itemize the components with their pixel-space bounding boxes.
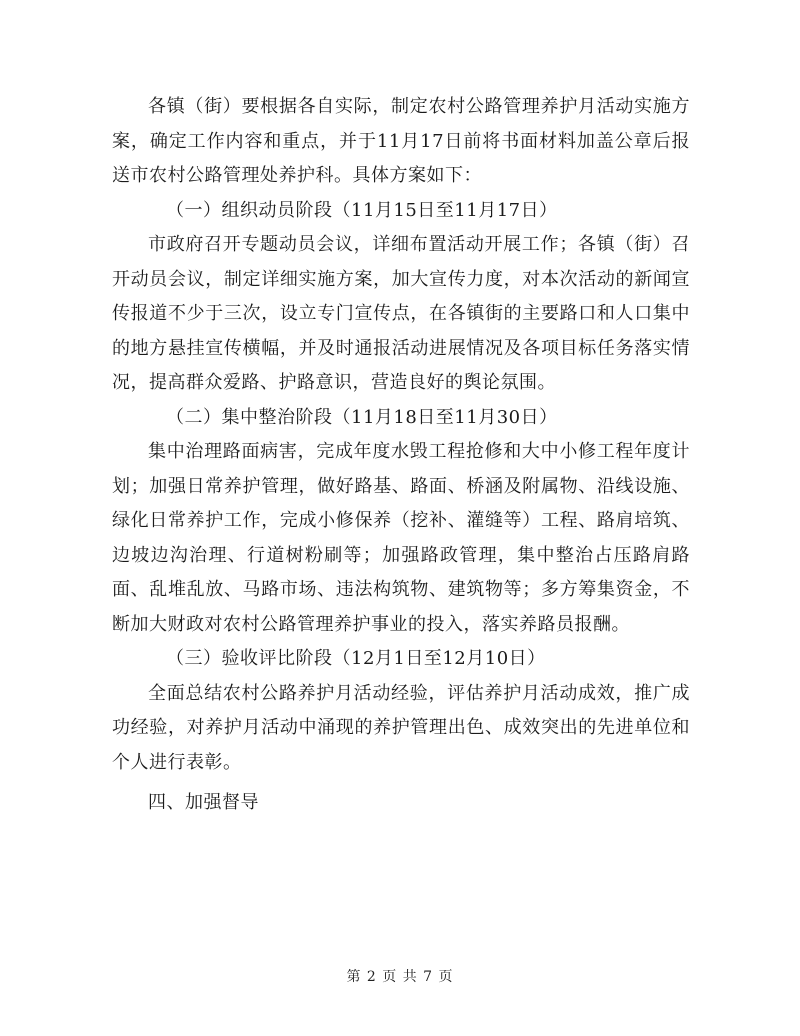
stage2-heading: （二）集中整治阶段（11月18日至11月30日） xyxy=(166,406,558,428)
stage1-paragraph: 市政府召开专题动员会议，详细布置活动开展工作；各镇（街）召开动员会议，制定详细实施方案，加大宣传力度，对本次活动的新闻宣传报道不少于三次，设立专门宣传点，在各镇街的主要路口和人口集中的地方悬挂宣传横幅，并及时通报活动进展情况及各项目标任务落实情况，提高群众爱路、护路意识，营造良好的舆论氛围。 xyxy=(112,234,690,393)
intro-paragraph: 各镇（街）要根据各自实际，制定农村公路管理养护月活动实施方案，确定工作内容和重点，并于11月17日前将书面材料加盖公章后报送市农村公路管理处养护科。具体方案如下： xyxy=(112,96,690,186)
section4-heading: 四、加强督导 xyxy=(148,792,259,813)
stage3-heading: （三）验收评比阶段（12月1日至12月10日） xyxy=(166,648,546,669)
page-number-footer: 第 2 页 共 7 页 xyxy=(346,969,454,985)
document-body xyxy=(112,90,690,821)
stage2-paragraph: 集中治理路面病害，完成年度水毁工程抢修和大中小修工程年度计划；加强日常养护管理，做好路基、路面、桥涵及附属物、沿线设施、绿化日常养护工作，完成小修保养（挖补、灌缝等）工程、路肩培筑、边坡边沟治理、行道树粉刷等；加强路政管理，集中整治占压路肩路面、乱堆乱放、马路市场、违法构筑物、建筑物等；多方筹集资金，不断加大财政对农村公路管理养护事业的投入，落实养路员报酬。 xyxy=(112,441,690,635)
stage1-heading: （一）组织动员阶段（11月15日至11月17日） xyxy=(166,199,558,221)
stage3-paragraph: 全面总结农村公路养护月活动经验，评估养护月活动成效，推广成功经验，对养护月活动中涌现的养护管理出色、成效突出的先进单位和个人进行表彰。 xyxy=(112,682,690,773)
